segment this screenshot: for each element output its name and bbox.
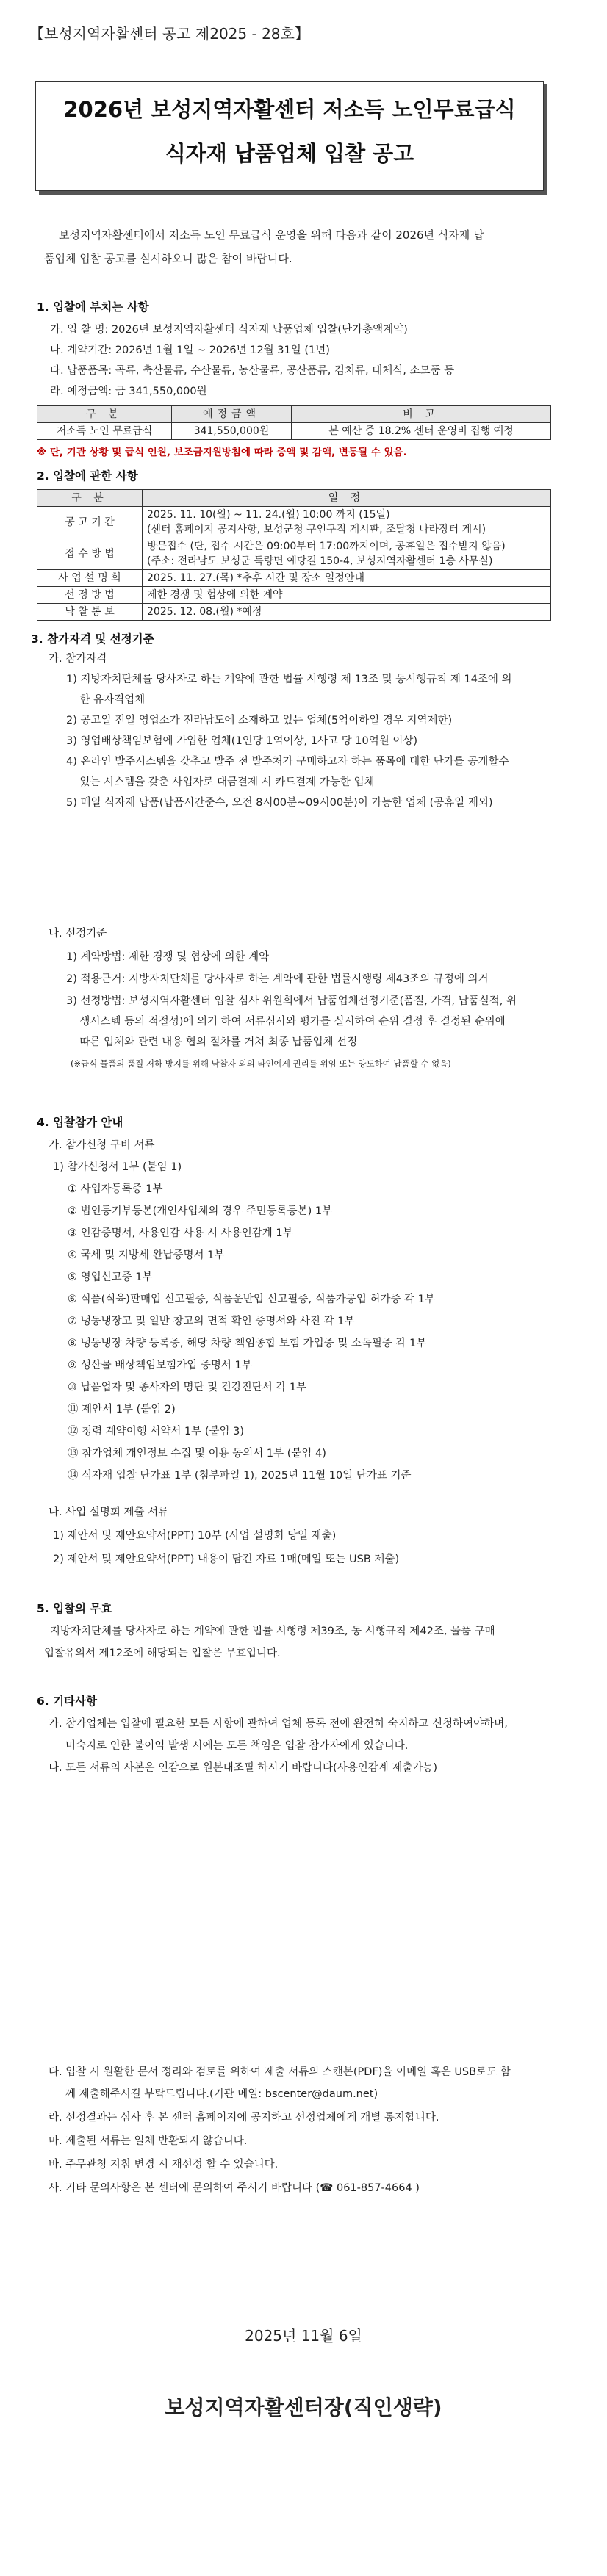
qual-line: 한 유자격업체	[66, 694, 146, 706]
doc-item: ⑭ 식자재 입찰 단가표 1부 (첨부파일 1), 2025년 11월 10일 단가표 기준	[68, 1470, 412, 1482]
qual-line: 4) 온라인 발주시스템을 갖추고 발주 전 발주처가 구매하고자 하는 품목에 대한 단가를 공개할수	[66, 756, 509, 768]
budget-header: 예정금액	[172, 406, 292, 423]
notice-date: 2025년 11월 6일	[245, 2327, 362, 2345]
schedule-header: 일 정	[143, 490, 551, 507]
schedule-line: (센터 홈페이지 공지사항, 보성군청 구인구직 게시판, 조달청 나라장터 게시)	[147, 524, 486, 535]
criteria-line: 따른 업체와 관련 내용 협의 절차를 거쳐 최종 납품업체 선정	[66, 1036, 358, 1048]
schedule-line: 2025. 11. 27.(목) *추후 시간 및 장소 일정안내	[143, 570, 551, 587]
sec3-sub-b: 나. 선정기준	[49, 928, 107, 939]
sec5-line: 지방자치단체를 당사자로 하는 계약에 관한 법률 시행령 제39조, 동 시행규칙 제42조, 물품 구매	[50, 1626, 495, 1637]
sec6-line: 께 제출해주시길 부탁드립니다.(기관 메일: bscenter@daum.net)	[49, 2088, 378, 2100]
criteria-line: 2) 적용근거: 지방자치단체를 당사자로 하는 계약에 관한 법률시행령 제43조의 규정에 의거	[66, 973, 489, 985]
doc-item: ⑥ 식품(식육)판매업 신고필증, 식품운반업 신고필증, 식품가공업 허가증 각 1부	[68, 1294, 435, 1305]
pres-line: 1) 제안서 및 제안요약서(PPT) 10부 (사업 설명회 당일 제출)	[53, 1530, 337, 1542]
schedule-line: 방문접수 (단, 접수 시간은 09:00부터 17:00까지이며, 공휴일은 접수받지 않음)	[147, 541, 506, 552]
sec1-item: 다. 납품품목: 곡류, 축산물류, 수산물류, 농산물류, 공산품류, 김치류, 대체식, 소모품 등	[50, 365, 455, 377]
qual-line: 있는 시스템을 갖춘 사업자로 대금결제 시 카드결제 가능한 업체	[66, 776, 375, 788]
sec6-line: 가. 참가업체는 입찰에 필요한 모든 사항에 관하여 업체 등록 전에 완전히 숙지하고 신청하여야하며,	[49, 1718, 508, 1730]
schedule-label: 사 업 설 명 회	[37, 570, 143, 587]
budget-header: 구 분	[37, 406, 172, 423]
section-3-heading: 3. 참가자격 및 선정기준	[31, 632, 154, 646]
intro-line-1: 보성지역자활센터에서 저소득 노인 무료급식 운영을 위해 다음과 같이 2026년 식자재 납	[59, 228, 484, 242]
qual-line: 5) 매일 식자재 납품(납품시간준수, 오전 8시00분~09시00분)이 가능한 업체 (공휴일 제외)	[66, 797, 493, 809]
sec3-sub-a: 가. 참가자격	[49, 653, 107, 665]
budget-header: 비 고	[292, 406, 551, 423]
sec6-line: 나. 모든 서류의 사본은 인감으로 원본대조필 하시기 바랍니다(사용인감계 제출가능)	[49, 1762, 438, 1774]
schedule-label: 낙 찰 통 보	[37, 604, 143, 621]
budget-cell: 341,550,000원	[172, 423, 292, 440]
signature: 보성지역자활센터장(직인생략)	[165, 2395, 442, 2420]
schedule-label: 공 고 기 간	[37, 507, 143, 538]
sec4-sub-a: 가. 참가신청 구비 서류	[49, 1139, 155, 1151]
doc-item: ⑬ 참가업체 개인정보 수집 및 이용 동의서 1부 (붙임 4)	[68, 1448, 326, 1460]
sec5-line: 입찰유의서 제12조에 해당되는 입찰은 무효입니다.	[44, 1648, 281, 1659]
section-1-heading: 1. 입찰에 부치는 사항	[37, 300, 149, 314]
sec6-line: 사. 기타 문의사항은 본 센터에 문의하여 주시기 바랍니다 (☎ 061-857-4664 )	[49, 2182, 420, 2194]
section-2-heading: 2. 입찰에 관한 사항	[37, 469, 138, 483]
notice-number: 【보성지역자활센터 공고 제2025 - 28호】	[29, 25, 309, 43]
schedule-label: 접 수 방 법	[37, 538, 143, 570]
doc-item: ④ 국세 및 지방세 완납증명서 1부	[68, 1249, 225, 1261]
doc-item: ⑦ 냉동냉장고 및 일반 창고의 면적 확인 증명서와 사진 각 1부	[68, 1316, 355, 1327]
sec4-sub-b: 나. 사업 설명회 제출 서류	[49, 1507, 169, 1518]
doc-item: ① 사업자등록증 1부	[68, 1183, 163, 1195]
sec6-line: 미숙지로 인한 불이익 발생 시에는 모든 책임은 입찰 참가자에게 있습니다.	[49, 1740, 409, 1752]
schedule-line: (주소: 전라남도 보성군 득량면 예당길 150-4, 보성지역자활센터 1층 사무실)	[147, 555, 493, 567]
sec6-line: 다. 입찰 시 원활한 문서 정리와 검토를 위하여 제출 서류의 스캔본(PDF)을 이메일 혹은 USB로도 함	[49, 2066, 511, 2078]
qual-line: 3) 영업배상책임보험에 가입한 업체(1인당 1억이상, 1사고 당 10억원 이상)	[66, 735, 417, 747]
doc-item: ⑩ 납품업자 및 종사자의 명단 및 건강진단서 각 1부	[68, 1382, 307, 1393]
schedule-line: 2025. 12. 08.(월) *예정	[143, 604, 551, 621]
section-6-heading: 6. 기타사항	[37, 1695, 97, 1708]
sec1-item: 가. 입 찰 명: 2026년 보성지역자활센터 식자재 납품업체 입찰(단가총액계약)	[50, 324, 408, 336]
title-box	[35, 81, 544, 191]
criteria-line: 3) 선정방법: 보성지역자활센터 입찰 심사 위원회에서 납품업체선정기준(품질, 가격, 납품실적, 위	[66, 995, 517, 1007]
criteria-note: (※급식 물품의 품질 저하 방지를 위해 낙찰자 외의 타인에게 권리를 위임 또는 양도하여 납품할 수 없음)	[71, 1058, 451, 1069]
schedule-line: 2025. 11. 10(월) ~ 11. 24.(월) 10:00 까지 (15일)	[147, 509, 390, 521]
budget-note: ※ 단, 기관 상황 및 급식 인원, 보조금지원방침에 따라 증액 및 감액, 변동될 수 있음.	[37, 447, 407, 458]
doc-item: ③ 인감증명서, 사용인감 사용 시 사용인감계 1부	[68, 1227, 293, 1239]
doc-item: ⑪ 제안서 1부 (붙임 2)	[68, 1404, 176, 1415]
doc-item: ⑨ 생산물 배상책임보험가입 증명서 1부	[68, 1360, 252, 1371]
sec1-item: 라. 예정금액: 금 341,550,000원	[50, 386, 207, 397]
sec1-item: 나. 계약기간: 2026년 1월 1일 ~ 2026년 12월 31일 (1년)	[50, 344, 330, 356]
criteria-line: 1) 계약방법: 제한 경쟁 및 협상에 의한 계약	[66, 951, 270, 963]
budget-cell: 본 예산 중 18.2% 센터 운영비 집행 예정	[292, 423, 551, 440]
qual-line: 2) 공고일 전일 영업소가 전라남도에 소재하고 있는 업체(5억이하일 경우 지역제한)	[66, 715, 453, 726]
qual-line: 1) 지방자치단체를 당사자로 하는 계약에 관한 법률 시행령 제 13조 및 동시행규칙 제 14조에 의	[66, 674, 512, 685]
criteria-line: 생시스템 등의 적절성)에 의거 하여 서류심사와 평가를 실시하여 순위 결정 후 결정된 순위에	[66, 1016, 506, 1028]
doc-item: ⑫ 청렴 계약이행 서약서 1부 (붙임 3)	[68, 1426, 245, 1437]
title-line-1: 2026년 보성지역자활센터 저소득 노인무료급식	[63, 97, 516, 122]
doc-item: ⑧ 냉동냉장 차량 등록증, 해당 차량 책임종합 보험 가입증 및 소독필증 각 1부	[68, 1338, 427, 1349]
doc-item: ⑤ 영업신고증 1부	[68, 1271, 153, 1283]
intro-line-2: 품업체 입찰 공고를 실시하오니 많은 참여 바랍니다.	[44, 252, 292, 265]
schedule-table	[37, 489, 551, 621]
doc-item: ② 법인등기부등본(개인사업체의 경우 주민등록등본) 1부	[68, 1205, 333, 1217]
budget-table	[37, 405, 551, 440]
sec6-line: 마. 제출된 서류는 일체 반환되지 않습니다.	[49, 2135, 248, 2147]
title-line-2: 식자재 납품업체 입찰 공고	[165, 141, 414, 166]
pres-line: 2) 제안서 및 제안요약서(PPT) 내용이 담긴 자료 1매(메일 또는 USB 제출)	[53, 1554, 400, 1565]
budget-cell: 저소득 노인 무료급식	[37, 423, 172, 440]
section-4-heading: 4. 입찰참가 안내	[37, 1116, 123, 1129]
doc-intro: 1) 참가신청서 1부 (붙임 1)	[53, 1161, 182, 1173]
schedule-line: 제한 경쟁 및 협상에 의한 계약	[143, 587, 551, 604]
section-5-heading: 5. 입찰의 무효	[37, 1602, 112, 1615]
sec6-line: 바. 주무관청 지침 변경 시 재선정 할 수 있습니다.	[49, 2159, 279, 2171]
sec6-line: 라. 선정결과는 심사 후 본 센터 홈페이지에 공지하고 선정업체에게 개별 통지합니다.	[49, 2112, 439, 2124]
schedule-header: 구 분	[37, 490, 143, 507]
schedule-label: 선 정 방 법	[37, 587, 143, 604]
